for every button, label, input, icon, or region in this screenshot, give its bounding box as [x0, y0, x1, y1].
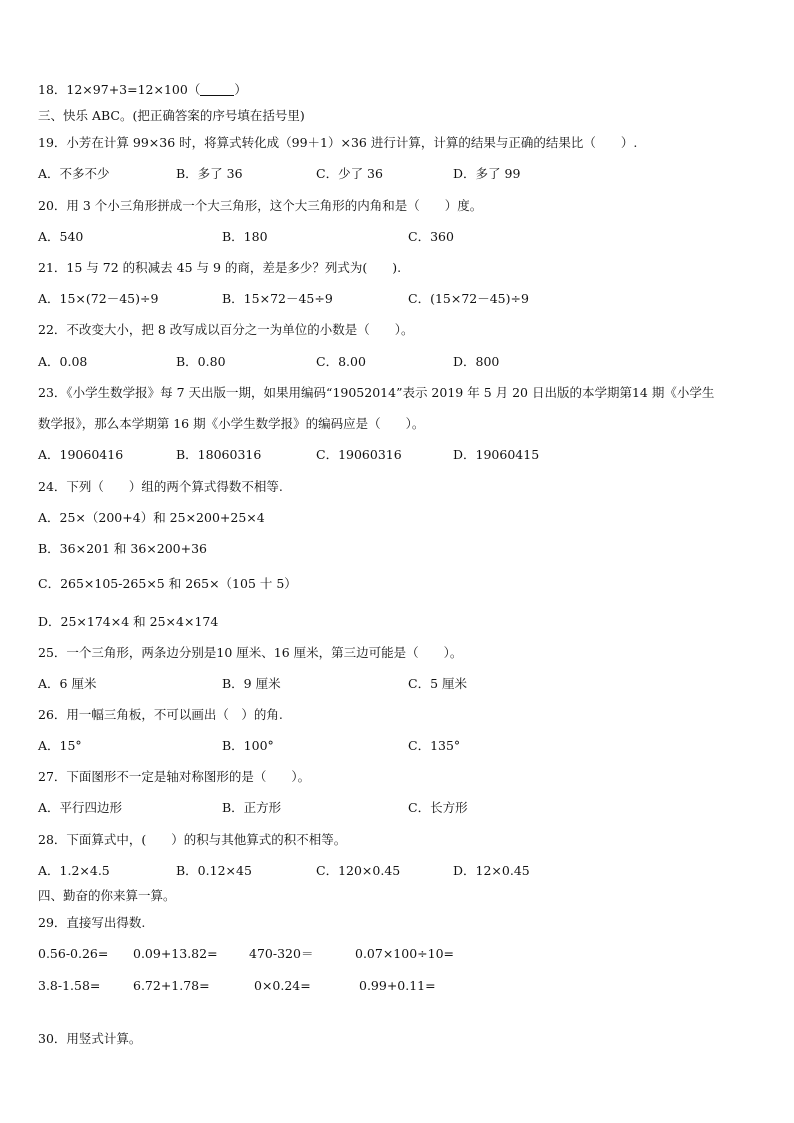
- q19-option-c[interactable]: C．少了 36: [316, 166, 383, 181]
- q28-option-d[interactable]: D．12×0.45: [453, 863, 530, 878]
- q22-option-b[interactable]: B．0.80: [176, 354, 226, 369]
- q22-option-a[interactable]: A．0.08: [38, 354, 88, 369]
- q27-option-c[interactable]: C．长方形: [408, 800, 468, 815]
- q28-option-b[interactable]: B．0.12×45: [176, 863, 252, 878]
- q20-option-b[interactable]: B．180: [222, 229, 268, 244]
- q20-option-c[interactable]: C．360: [408, 229, 454, 244]
- question-27: 27．下面图形不一定是轴对称图形的是（ ）。: [38, 769, 311, 784]
- q23-option-d[interactable]: D．19060415: [453, 447, 540, 462]
- q21-option-c[interactable]: C．(15×72－45)÷9: [408, 291, 529, 306]
- q19-option-d[interactable]: D．多了 99: [453, 166, 521, 181]
- q24-option-d[interactable]: D．25×174×4 和 25×4×174: [38, 614, 219, 629]
- question-19: 19．小芳在计算 99×36 时，将算式转化成（99＋1）×36 进行计算，计算的结果与正确的结果比（ ）.: [38, 135, 638, 150]
- q29-item-3: 470-320＝: [249, 946, 314, 961]
- question-21: 21．15 与 72 的积减去 45 与 9 的商，差是多少？列式为( ).: [38, 260, 402, 275]
- q23-option-c[interactable]: C．19060316: [316, 447, 402, 462]
- q27-option-b[interactable]: B．正方形: [222, 800, 282, 815]
- q26-option-b[interactable]: B．100°: [222, 738, 274, 753]
- q29-item-4: 0.07×100÷10=: [355, 946, 455, 961]
- q24-option-b[interactable]: B．36×201 和 36×200+36: [38, 541, 207, 556]
- q18-close: ）: [234, 82, 247, 97]
- question-30: 30．用竖式计算。: [38, 1031, 142, 1046]
- section-3-heading: 三、快乐 ABC。(把正确答案的序号填在括号里): [38, 108, 305, 123]
- q27-option-a[interactable]: A．平行四边形: [38, 800, 123, 815]
- question-25: 25．一个三角形，两条边分别是10 厘米、16 厘米，第三边可能是（ ）。: [38, 645, 463, 660]
- question-29: 29．直接写出得数.: [38, 915, 146, 930]
- q23-option-b[interactable]: B．18060316: [176, 447, 262, 462]
- q25-option-c[interactable]: C．5 厘米: [408, 676, 467, 691]
- q24-option-c[interactable]: C．265×105-265×5 和 265×（105 十 5）: [38, 576, 297, 591]
- q22-option-c[interactable]: C．8.00: [316, 354, 366, 369]
- question-24: 24．下列（ ）组的两个算式得数不相等.: [38, 479, 283, 494]
- q29-item-6: 6.72+1.78=: [133, 978, 210, 993]
- q29-item-2: 0.09+13.82=: [133, 946, 218, 961]
- question-28: 28．下面算式中，( ）的积与其他算式的积不相等。: [38, 832, 347, 847]
- q23-option-a[interactable]: A．19060416: [38, 447, 124, 462]
- question-26: 26．用一幅三角板，不可以画出（ ）的角.: [38, 707, 283, 722]
- question-23-line-1: 23．《小学生数学报》每 7 天出版一期，如果用编码“19052014”表示 2019 年 5 月 20 日出版的本学期第14 期《小学生: [38, 385, 715, 400]
- q28-option-c[interactable]: C．120×0.45: [316, 863, 401, 878]
- section-4-heading: 四、勤奋的你来算一算。: [38, 888, 176, 903]
- q24-option-a[interactable]: A．25×（200+4）和 25×200+25×4: [38, 510, 265, 525]
- q19-option-b[interactable]: B．多了 36: [176, 166, 243, 181]
- question-23-line-2: 数学报》，那么本学期第 16 期《小学生数学报》的编码应是（ ）。: [38, 416, 425, 431]
- question-22: 22．不改变大小，把 8 改写成以百分之一为单位的小数是（ ）。: [38, 322, 414, 337]
- q29-item-8: 0.99+0.11=: [359, 978, 436, 993]
- q25-option-a[interactable]: A．6 厘米: [38, 676, 97, 691]
- q26-option-c[interactable]: C．135°: [408, 738, 461, 753]
- q25-option-b[interactable]: B．9 厘米: [222, 676, 281, 691]
- q29-item-1: 0.56-0.26=: [38, 946, 109, 961]
- q21-option-b[interactable]: B．15×72－45÷9: [222, 291, 333, 306]
- q18-text: 18．12×97+3=12×100（: [38, 82, 201, 97]
- q19-option-a[interactable]: A．不多不少: [38, 166, 110, 181]
- q29-item-7: 0×0.24=: [254, 978, 311, 993]
- q28-option-a[interactable]: A．1.2×4.5: [38, 863, 110, 878]
- q29-item-5: 3.8-1.58=: [38, 978, 101, 993]
- question-18: [38, 82, 247, 98]
- q20-option-a[interactable]: A．540: [38, 229, 84, 244]
- q26-option-a[interactable]: A．15°: [38, 738, 82, 753]
- answer-blank[interactable]: [200, 83, 234, 96]
- question-20: 20．用 3 个小三角形拼成一个大三角形，这个大三角形的内角和是（ ）度。: [38, 198, 483, 213]
- q22-option-d[interactable]: D．800: [453, 354, 500, 369]
- q21-option-a[interactable]: A．15×(72－45)÷9: [38, 291, 159, 306]
